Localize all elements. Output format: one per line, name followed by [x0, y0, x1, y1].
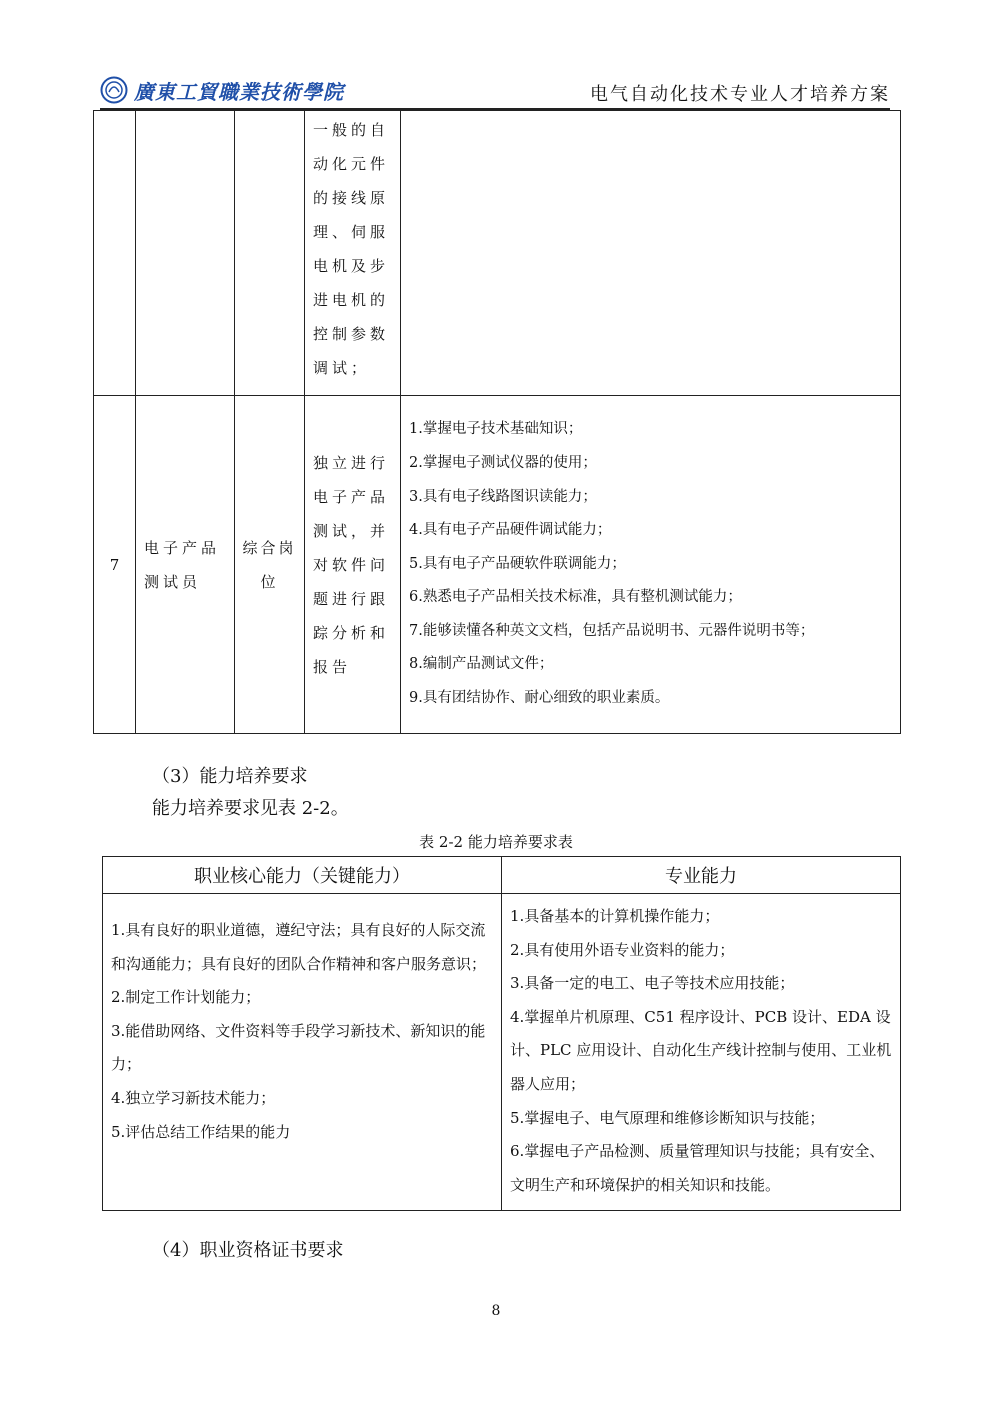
- professional-ability-list: [510, 900, 892, 1202]
- page-header: [100, 70, 890, 110]
- core-ability-cell: [103, 894, 502, 1211]
- section-3-heading: （3）能力培养要求: [152, 766, 308, 787]
- cell-description: 独立进行电子产品测试，并对软件问题进行跟踪分析和报告: [305, 396, 401, 734]
- college-logo: [100, 74, 344, 106]
- list-item: 4.具有电子产品硬件调试能力；: [409, 522, 612, 539]
- college-emblem-icon: [100, 76, 128, 104]
- table-header-row: [103, 857, 901, 894]
- list-item: 2.具有使用外语专业资料的能力；: [510, 940, 735, 959]
- cell-job: 电子产品测试员: [136, 396, 235, 734]
- ability-requirements-table: [102, 856, 901, 1211]
- list-item: 3.能借助网络、文件资料等手段学习新技术、新知识的能力；: [111, 1021, 486, 1074]
- list-item: 5.评估总结工作结果的能力: [111, 1122, 291, 1141]
- list-item: 1.具有良好的职业道德，遵纪守法；具有良好的人际交流和沟通能力；具有良好的团队合作精神和客户服务意识；: [111, 921, 487, 973]
- job-positions-table: [93, 110, 901, 734]
- list-item: 9.具有团结协作、耐心细致的职业素质。: [409, 690, 670, 707]
- list-item: 1.具备基本的计算机操作能力；: [510, 907, 720, 925]
- cell-num: [94, 111, 136, 396]
- list-item: 5.掌握电子、电气原理和维修诊断知识与技能；: [510, 1108, 825, 1127]
- list-item: 5.具有电子产品硬软件联调能力；: [409, 555, 626, 572]
- cell-type: 综合岗位: [235, 396, 305, 734]
- list-item: 4.独立学习新技术能力；: [111, 1088, 276, 1107]
- list-item: 6.熟悉电子产品相关技术标准，具有整机测试能力；: [409, 589, 742, 606]
- list-item: 4.掌握单片机原理、C51 程序设计、PCB 设计、EDA 设计、PLC 应用设计、自动化生产线计控制与使用、工业机器人应用；: [510, 1007, 892, 1093]
- list-item: 8.编制产品测试文件；: [409, 656, 554, 673]
- list-item: 2.制定工作计划能力；: [111, 988, 261, 1007]
- page-number: 8: [491, 1303, 501, 1319]
- cell-requirements: [401, 111, 901, 396]
- list-item: 7.能够读懂各种英文文档，包括产品说明书、元器件说明书等；: [409, 622, 815, 639]
- header-professional-ability: 专业能力: [502, 857, 901, 894]
- table-row: [94, 111, 901, 396]
- list-item: 3.具备一定的电工、电子等技术应用技能；: [510, 974, 795, 993]
- cell-type: [235, 111, 305, 396]
- professional-ability-cell: [502, 894, 901, 1211]
- list-item: 6.掌握电子产品检测、质量管理知识与技能；具有安全、文明生产和环境保护的相关知识和技能。: [510, 1142, 885, 1194]
- cell-num: 7: [94, 396, 136, 734]
- list-item: 2.掌握电子测试仪器的使用；: [409, 454, 597, 471]
- core-ability-list: [111, 914, 493, 1149]
- section-3-text: 能力培养要求见表 2-2。: [152, 798, 349, 819]
- table-row: [103, 894, 901, 1211]
- list-item: 1.掌握电子技术基础知识；: [409, 421, 583, 438]
- cell-requirements: [401, 396, 901, 734]
- requirements-list: [401, 413, 900, 715]
- college-name: 廣東工貿職業技術學院: [134, 79, 344, 104]
- section-4-heading: （4）职业资格证书要求: [152, 1240, 344, 1261]
- cell-job: [136, 111, 235, 396]
- table-row: [94, 396, 901, 734]
- table-caption: 表 2-2 能力培养要求表: [419, 833, 573, 851]
- header-core-ability: 职业核心能力（关键能力）: [103, 857, 502, 894]
- list-item: 3.具有电子线路图识读能力；: [409, 488, 597, 505]
- cell-description: 一般的自动化元件的接线原理、伺服电机及步进电机的控制参数调试；: [305, 111, 401, 396]
- document-title: 电气自动化技术专业人才培养方案: [590, 84, 890, 105]
